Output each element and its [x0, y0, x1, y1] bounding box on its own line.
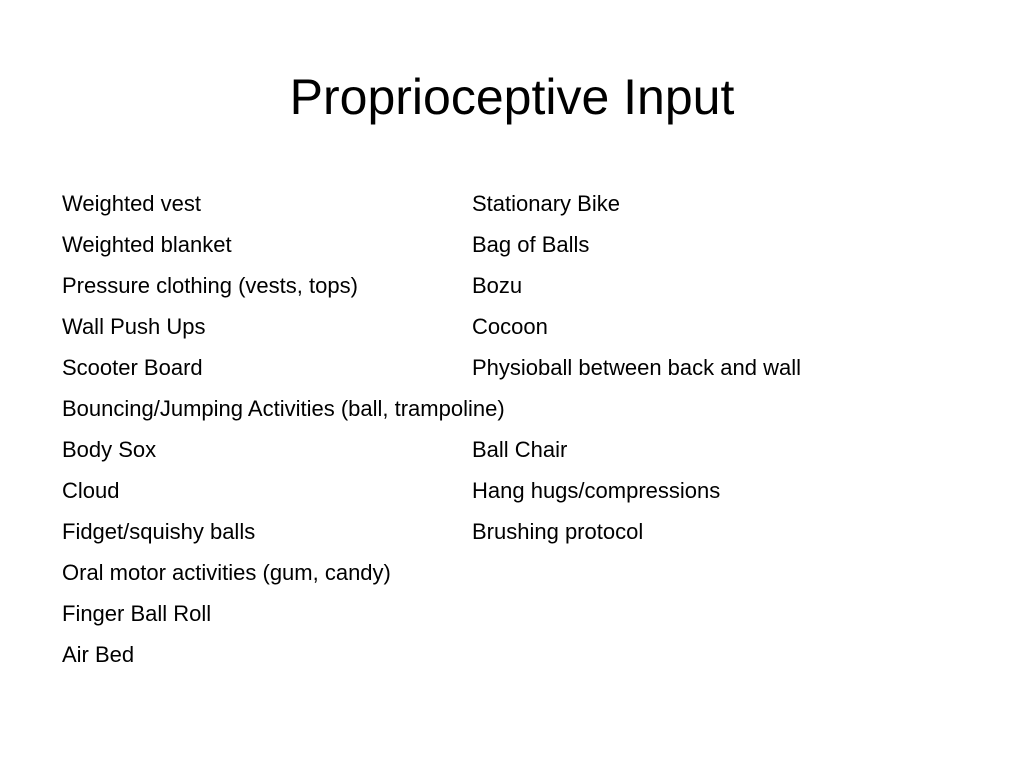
list-item-left: Fidget/squishy balls [62, 519, 256, 544]
list-row [62, 593, 962, 634]
list-item-right: Bozu [472, 273, 523, 298]
list-row [62, 634, 962, 675]
list-item-left: Weighted blanket [62, 232, 232, 257]
list-item-left: Body Sox [62, 437, 157, 462]
list-row [62, 224, 962, 265]
item-list [62, 183, 962, 675]
list-item-right: Brushing protocol [472, 519, 644, 544]
list-row [62, 511, 962, 552]
list-item-left: Air Bed [62, 642, 135, 667]
list-item-left: Scooter Board [62, 355, 203, 380]
list-item-right: Hang hugs/compressions [472, 478, 721, 503]
list-item-left: Cloud [62, 478, 120, 503]
slide-title: Proprioceptive Input [289, 69, 735, 125]
list-item-left: Oral motor activities (gum, candy) [62, 560, 391, 585]
list-row [62, 552, 962, 593]
list-item-right: Ball Chair [472, 437, 568, 462]
list-item-right: Stationary Bike [472, 191, 620, 216]
list-item-right: Physioball between back and wall [472, 355, 801, 380]
list-item-left: Finger Ball Roll [62, 601, 212, 626]
list-row [62, 265, 962, 306]
list-row [62, 429, 962, 470]
list-item-right: Cocoon [472, 314, 548, 339]
list-row [62, 306, 962, 347]
list-item-left: Wall Push Ups [62, 314, 206, 339]
list-row [62, 470, 962, 511]
list-item-left: Weighted vest [62, 191, 202, 216]
list-item-right: Bag of Balls [472, 232, 590, 257]
list-item-left: Bouncing/Jumping Activities (ball, trampoline) [62, 396, 505, 421]
list-row [62, 347, 962, 388]
list-item-left: Pressure clothing (vests, tops) [62, 273, 358, 298]
list-row [62, 183, 962, 224]
list-row [62, 388, 962, 429]
